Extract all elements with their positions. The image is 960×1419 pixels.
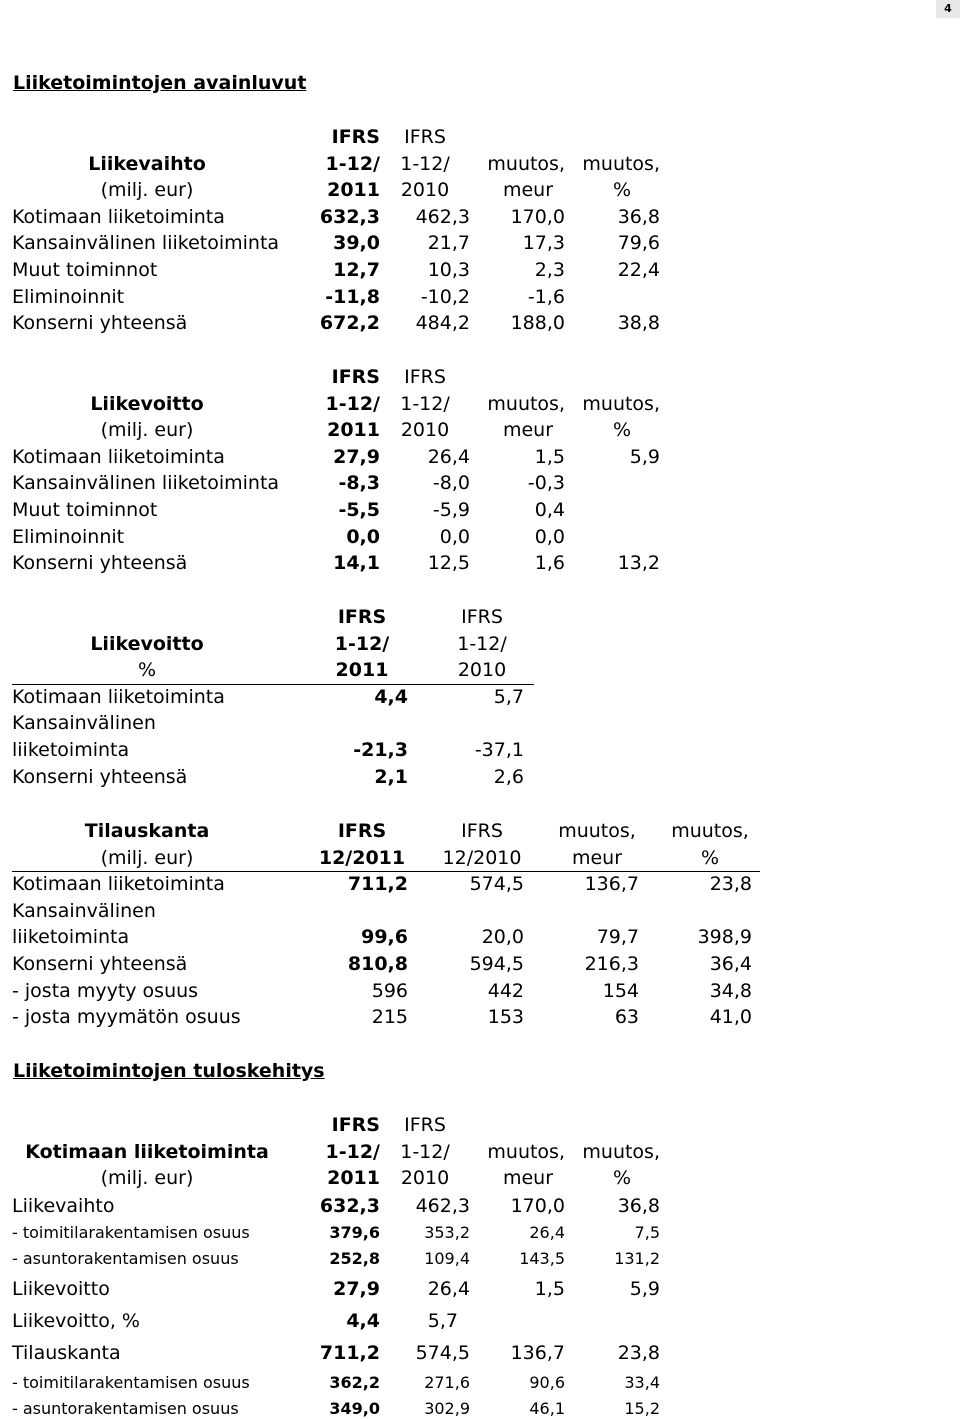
cell: 27,9 (333, 1277, 380, 1300)
cell: 7,5 (634, 1222, 660, 1242)
row-label: Liikevoitto (12, 1277, 110, 1300)
cell: 353,2 (424, 1222, 470, 1242)
row-label: - asuntorakentamisen osuus (12, 1248, 239, 1268)
col-header: 2010 (400, 179, 450, 202)
cell: -37,1 (474, 738, 524, 761)
cell: 17,3 (522, 232, 565, 255)
cell: 26,4 (529, 1222, 565, 1242)
cell: 36,8 (617, 1194, 660, 1217)
table-unit: (milj. eur) (100, 1167, 194, 1190)
cell: 131,2 (614, 1248, 660, 1268)
table-title: Tilauskanta (84, 820, 210, 842)
page-number: 4 (936, 0, 960, 18)
col-header: 12/2010 (442, 846, 522, 869)
col-header: 1-12/ (334, 632, 390, 655)
cell: 574,5 (415, 1341, 470, 1364)
cell: 26,4 (427, 1277, 470, 1300)
col-header: IFRS (337, 820, 387, 842)
cell: 0,0 (439, 525, 470, 548)
col-header: IFRS (337, 606, 387, 628)
col-header: IFRS (461, 606, 503, 628)
row-label: liiketoiminta (12, 738, 130, 761)
cell: 22,4 (617, 258, 660, 281)
cell: 38,8 (617, 312, 660, 335)
cell: 10,3 (427, 258, 470, 281)
cell: -10,2 (420, 285, 470, 308)
col-header: 2010 (400, 1167, 450, 1190)
row-label: Konserni yhteensä (12, 312, 188, 335)
col-header: 1-12/ (400, 1140, 450, 1163)
cell: 170,0 (510, 205, 565, 228)
cell: 672,2 (319, 312, 380, 335)
cell: -1,6 (527, 285, 565, 308)
row-label: Konserni yhteensä (12, 952, 188, 975)
table-unit: % (137, 659, 157, 682)
col-header: muutos, (582, 392, 660, 415)
cell: 632,3 (319, 205, 380, 228)
col-header: meur (502, 419, 554, 442)
cell: -5,9 (432, 498, 470, 521)
col-header: 1-12/ (325, 152, 380, 175)
cell: 39,0 (333, 232, 380, 255)
cell: 442 (487, 979, 524, 1002)
col-header: muutos, (487, 1140, 565, 1163)
col-header: muutos, (582, 1140, 660, 1163)
cell: 136,7 (510, 1341, 565, 1364)
cell: 15,2 (624, 1398, 660, 1418)
cell: -21,3 (353, 738, 408, 761)
cell: 23,8 (709, 873, 752, 896)
cell: 0,0 (534, 525, 565, 548)
cell: 12,7 (333, 258, 380, 281)
cell: 349,0 (329, 1398, 380, 1418)
cell: 2,6 (493, 765, 524, 788)
cell: -11,8 (325, 285, 380, 308)
cell: 216,3 (584, 952, 639, 975)
cell: 143,5 (519, 1248, 565, 1268)
cell: 36,8 (617, 205, 660, 228)
col-header: IFRS (404, 366, 446, 388)
cell: 1,6 (534, 552, 565, 575)
cell: 5,7 (427, 1309, 458, 1332)
cell: 810,8 (347, 952, 408, 975)
cell: 154 (602, 979, 639, 1002)
cell: -5,5 (338, 498, 380, 521)
cell: 5,9 (629, 445, 660, 468)
cell: 63 (614, 1006, 639, 1029)
cell: 5,9 (629, 1277, 660, 1300)
col-header: % (612, 419, 632, 442)
cell: 36,4 (709, 952, 752, 975)
cell: 4,4 (346, 1309, 380, 1332)
cell: 2,1 (374, 765, 408, 788)
row-label: - toimitilarakentamisen osuus (12, 1222, 250, 1242)
col-header: muutos, (487, 152, 565, 175)
row-label: Kansainvälinen (12, 899, 156, 922)
table-unit: (milj. eur) (100, 846, 194, 869)
cell: 46,1 (529, 1398, 565, 1418)
cell: 4,4 (374, 685, 408, 708)
table-unit: (milj. eur) (100, 419, 194, 442)
col-header: 2011 (327, 419, 380, 442)
cell: 462,3 (415, 1194, 470, 1217)
table-title: Liikevoitto (90, 632, 204, 655)
col-header: muutos, (558, 820, 636, 842)
cell: 27,9 (333, 445, 380, 468)
cell: 136,7 (584, 873, 639, 896)
col-header: muutos, (582, 152, 660, 175)
col-header: 2011 (327, 1167, 380, 1190)
cell: 2,3 (534, 258, 565, 281)
cell: 14,1 (333, 552, 380, 575)
cell: 596 (371, 979, 408, 1002)
row-label: - asuntorakentamisen osuus (12, 1398, 239, 1418)
col-header: 2010 (400, 419, 450, 442)
col-header: 12/2011 (318, 846, 406, 869)
section-heading-key-figures: Liiketoimintojen avainluvut (13, 72, 307, 94)
row-label: liiketoiminta (12, 926, 130, 949)
cell: 79,7 (596, 926, 639, 949)
col-header: IFRS (331, 126, 380, 148)
cell: 5,7 (493, 685, 524, 708)
col-header: 1-12/ (325, 1140, 380, 1163)
cell: 362,2 (329, 1372, 380, 1392)
cell: 711,2 (319, 1341, 380, 1364)
col-header: 2010 (457, 659, 507, 682)
col-header: 1-12/ (400, 152, 450, 175)
row-label: Liikevaihto (12, 1194, 115, 1217)
cell: 13,2 (617, 552, 660, 575)
row-label: Muut toiminnot (12, 258, 158, 281)
row-label: Liikevoitto, % (12, 1309, 140, 1332)
table-title: Liikevaihto (88, 152, 206, 175)
cell: 99,6 (361, 926, 408, 949)
col-header: IFRS (331, 1114, 380, 1136)
row-label: Konserni yhteensä (12, 552, 188, 575)
section-heading-results: Liiketoimintojen tuloskehitys (13, 1060, 325, 1082)
row-label: Kansainvälinen liiketoiminta (12, 232, 280, 255)
cell: 252,8 (329, 1248, 380, 1268)
col-header: meur (502, 179, 554, 202)
col-header: 2011 (335, 659, 389, 682)
cell: 41,0 (709, 1006, 752, 1029)
col-header: muutos, (487, 392, 565, 415)
col-header: 2011 (327, 179, 380, 202)
cell: 20,0 (481, 926, 524, 949)
row-label: Kotimaan liiketoiminta (12, 205, 225, 228)
cell: 302,9 (424, 1398, 470, 1418)
cell: 574,5 (469, 873, 524, 896)
table-title: Kotimaan liiketoiminta (25, 1140, 269, 1163)
cell: 1,5 (534, 445, 565, 468)
cell: 79,6 (617, 232, 660, 255)
table-title: Liikevoitto (90, 392, 204, 415)
col-header: 1-12/ (400, 392, 450, 415)
cell: 188,0 (510, 312, 565, 335)
col-header: muutos, (671, 820, 749, 842)
row-label: Kansainvälinen liiketoiminta (12, 472, 280, 495)
row-label: Kotimaan liiketoiminta (12, 445, 225, 468)
cell: 632,3 (319, 1194, 380, 1217)
cell: 398,9 (697, 926, 752, 949)
cell: 33,4 (624, 1372, 660, 1392)
cell: 711,2 (347, 873, 408, 896)
cell: 379,6 (329, 1222, 380, 1242)
cell: 271,6 (424, 1372, 470, 1392)
col-header: % (612, 179, 632, 202)
row-label: Kansainvälinen (12, 712, 156, 735)
row-label: Eliminoinnit (12, 525, 125, 548)
cell: 0,4 (534, 498, 565, 521)
cell: 170,0 (510, 1194, 565, 1217)
cell: 23,8 (617, 1341, 660, 1364)
col-header: IFRS (404, 1114, 446, 1136)
cell: 462,3 (415, 205, 470, 228)
col-header: IFRS (404, 126, 446, 148)
col-header: meur (571, 846, 623, 869)
col-header: 1-12/ (325, 392, 380, 415)
cell: 484,2 (415, 312, 470, 335)
cell: 1,5 (534, 1277, 565, 1300)
cell: -8,0 (432, 472, 470, 495)
row-label: Kotimaan liiketoiminta (12, 685, 225, 708)
col-header: % (700, 846, 720, 869)
cell: -0,3 (527, 472, 565, 495)
row-label: Kotimaan liiketoiminta (12, 873, 225, 896)
row-label: Muut toiminnot (12, 498, 158, 521)
row-label: Tilauskanta (12, 1341, 121, 1364)
cell: 21,7 (427, 232, 470, 255)
cell: 109,4 (424, 1248, 470, 1268)
row-label: - toimitilarakentamisen osuus (12, 1372, 250, 1392)
col-header: IFRS (331, 366, 380, 388)
col-header: meur (502, 1167, 554, 1190)
table-unit: (milj. eur) (100, 179, 194, 202)
cell: 215 (371, 1006, 408, 1029)
cell: 26,4 (427, 445, 470, 468)
row-label: - josta myyty osuus (12, 979, 199, 1002)
cell: 12,5 (427, 552, 470, 575)
cell: 34,8 (709, 979, 752, 1002)
cell: -8,3 (338, 472, 380, 495)
col-header: IFRS (461, 820, 503, 842)
cell: 90,6 (529, 1372, 565, 1392)
col-header: 1-12/ (457, 632, 507, 655)
cell: 153 (487, 1006, 524, 1029)
cell: 0,0 (346, 525, 380, 548)
row-label: - josta myymätön osuus (12, 1006, 241, 1029)
row-label: Konserni yhteensä (12, 765, 188, 788)
row-label: Eliminoinnit (12, 285, 125, 308)
col-header: % (612, 1167, 632, 1190)
cell: 594,5 (469, 952, 524, 975)
